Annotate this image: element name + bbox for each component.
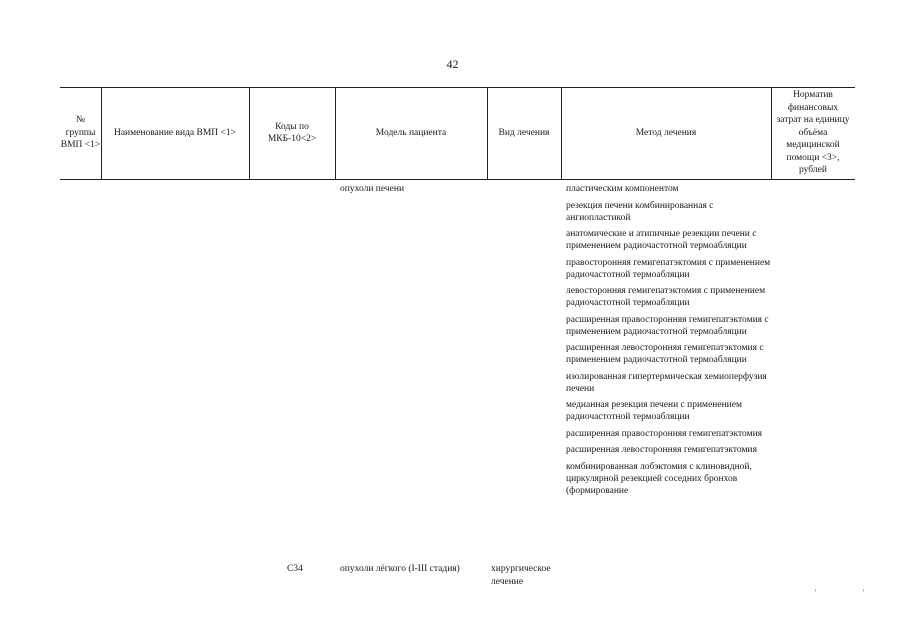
method-item: расширенная левосторонняя гемигепатэктомия с применением радиочастотной термоабляции <box>566 343 764 365</box>
header-group-number: № группы ВМП <1> <box>60 115 101 151</box>
header-vmp-name: Наименование вида ВМП <1> <box>113 127 237 138</box>
header-treatment-method: Метод лечения <box>635 127 697 138</box>
page-number: 42 <box>446 57 459 71</box>
header-patient-model: Модель пациента <box>375 127 447 138</box>
method-item: анатомические и атипичные резекции печени с применением радиочастотной термоабляции <box>566 229 757 251</box>
treatment-methods-list <box>566 183 771 501</box>
method-item: изолированная гипертермическая хемиоперфузия печени <box>566 371 767 394</box>
patient-model-lung-tumors: опухоли лёгкого (I-III стадия) <box>340 564 460 574</box>
method-item: пластическим компонентом <box>566 184 679 194</box>
method-item: левосторонняя гемигепатэктомия с применением радиочастотной термоабляции <box>566 286 766 308</box>
patient-model-liver-tumors: опухоли печени <box>340 184 405 194</box>
header-icd-codes: Коды по МКБ-10<2> <box>267 121 317 144</box>
method-item: резекция печени комбинированная с ангиопластикой <box>566 200 714 223</box>
header-treatment-type: Вид лечения <box>498 127 550 138</box>
icd-code-c34: C34 <box>287 564 303 574</box>
table-header-bottom-border <box>60 179 855 180</box>
method-item: комбинированная лобэктомия с клиновидной, циркулярной резекцией соседних бронхов (формирование <box>566 461 752 496</box>
method-item: расширенная правосторонняя гемигепатэктомия с применением радиочастотной термоабляции <box>566 314 769 337</box>
treatment-type-surgical: хирургическое лечение <box>491 564 551 587</box>
method-item: медианная резекция печени с применением радиочастотной термоабляции <box>566 400 742 422</box>
header-cost-standard: Норматив финансовых затрат на единицу объёма медицинской помощи <3>, рублей <box>776 90 850 176</box>
method-item: правосторонняя гемигепатэктомия с применением радиочастотной термоабляции <box>566 257 771 280</box>
scan-marks: ' ' <box>815 588 886 597</box>
method-item: расширенная правосторонняя гемигепатэктомия <box>566 428 763 439</box>
method-item: расширенная левосторонняя гемигепатэктомия <box>566 445 757 455</box>
